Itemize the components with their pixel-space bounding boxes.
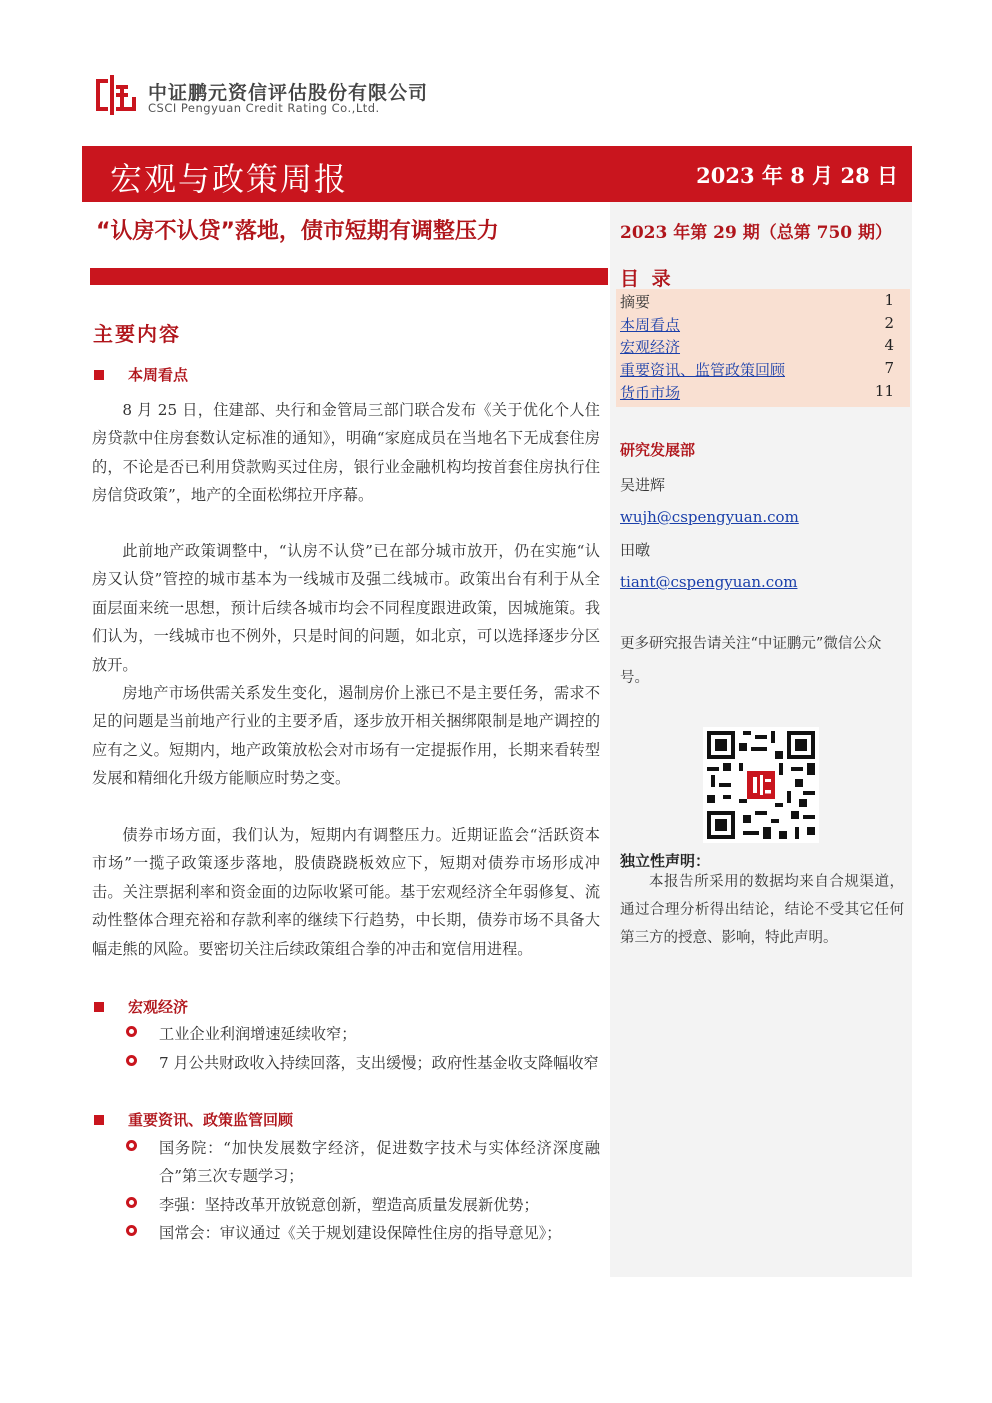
- toc-link-label[interactable]: 货币市场: [620, 384, 681, 402]
- section-title: 重要资讯、政策监管回顾: [128, 1111, 294, 1129]
- report-date: 2023 年 8 月 28 日: [696, 163, 898, 188]
- qr-code-icon: [703, 727, 819, 843]
- company-name-cn: 中证鹏元资信评估股份有限公司: [148, 82, 429, 104]
- toc-item-label: 摘要: [620, 293, 651, 311]
- email-link[interactable]: tiant@cspengyuan.com: [620, 573, 798, 591]
- analyst-email-2[interactable]: [620, 573, 797, 591]
- list-item-text: 国常会：审议通过《关于规划建设保障性住房的指导意见》；: [159, 1224, 562, 1242]
- section-title: 本周看点: [128, 366, 189, 384]
- list-item-text: 李强：坚持改革开放锐意创新，塑造高质量发展新优势；: [159, 1196, 539, 1214]
- issue-number: 2023 年第 29 期（总第 750 期）: [620, 223, 893, 243]
- list-item: [126, 1219, 600, 1247]
- toc-item-page: 4: [884, 336, 894, 354]
- toc-title: 目 录: [620, 268, 674, 290]
- analyst-name-1: 吴进辉: [620, 476, 666, 494]
- analyst-name-2: 田暾: [620, 541, 651, 559]
- toc-item-page: 11: [874, 382, 894, 400]
- list-item: [126, 1020, 600, 1048]
- square-bullet-icon: [94, 370, 104, 380]
- square-bullet-icon: [94, 1115, 104, 1125]
- subtitle-divider: [90, 268, 608, 285]
- section-macro: [92, 996, 188, 1017]
- toc-item-money-market[interactable]: [620, 382, 894, 404]
- toc-item-summary: [620, 291, 894, 313]
- toc-link-label[interactable]: 宏观经济: [620, 338, 681, 356]
- list-item-text: 7 月公共财政收入持续回落，支出缓慢；政府性基金收支降幅收窄: [159, 1054, 599, 1072]
- paragraph-2: 此前地产政策调整中，“认房不认贷”已在部分城市放开，仍在实施“认房又认贷”管控的城市基本为一线城市及强二线城市。政策出台有利于从全面层面来统一思想，预计后续各城市均会不同程度跟进政策，因城施策。我们认为，一线城市也不例外，只是时间的问题，如北京，可以选择逐步分区放开。: [92, 542, 600, 674]
- paragraph-3: 房地产市场供需关系发生变化，遏制房价上涨已不是主要任务，需求不足的问题是当前地产行业的主要矛盾，逐步放开相关捆绑限制是地产调控的应有之义。短期内，地产政策放松会对市场有一定提振作用，长期来看转型发展和精细化升级方能顺应时势之变。: [92, 684, 600, 788]
- independence-text: 本报告所采用的数据均来自合规渠道，通过合理分析得出结论，结论不受其它任何第三方的授意、影响，特此声明。: [620, 874, 904, 946]
- toc-item-page: 1: [884, 291, 894, 309]
- circle-bullet-icon: [126, 1225, 137, 1236]
- main-heading: 主要内容: [93, 322, 181, 346]
- section-title: 宏观经济: [128, 998, 189, 1016]
- toc-item-highlights[interactable]: [620, 314, 894, 336]
- company-name-en: CSCI Pengyuan Credit Rating Co.,Ltd.: [148, 101, 380, 115]
- company-logo-icon: [96, 75, 136, 115]
- paragraph-1: 8 月 25 日，住建部、央行和金管局三部门联合发布《关于优化个人住房贷款中住房套数认定标准的通知》，明确“家庭成员在当地名下无成套住房的，不论是否已利用贷款购买过住房，银行业金融机构均按首套住房执行住房信贷政策”，地产的全面松绑拉开序幕。: [92, 401, 600, 505]
- toc-link-label[interactable]: 本周看点: [620, 316, 681, 334]
- analyst-email-1[interactable]: [620, 508, 799, 526]
- toc-link-label[interactable]: 重要资讯、监管政策回顾: [620, 361, 786, 379]
- toc-item-page: 2: [884, 314, 894, 332]
- wechat-note: 更多研究报告请关注“中证鹏元”微信公众号。: [620, 636, 882, 686]
- independence-title: 独立性声明：: [620, 852, 711, 870]
- circle-bullet-icon: [126, 1055, 137, 1066]
- department: 研究发展部: [620, 441, 696, 459]
- list-item: [126, 1049, 600, 1077]
- toc-item-news[interactable]: [620, 359, 894, 381]
- section-news: [92, 1109, 293, 1130]
- email-link[interactable]: wujh@cspengyuan.com: [620, 508, 799, 526]
- section-highlights: [92, 364, 188, 385]
- circle-bullet-icon: [126, 1026, 137, 1037]
- report-subtitle: “认房不认贷”落地，债市短期有调整压力: [96, 219, 499, 244]
- report-title: 宏观与政策周报: [110, 160, 349, 198]
- list-item: [126, 1191, 600, 1219]
- square-bullet-icon: [94, 1002, 104, 1012]
- toc-item-page: 7: [884, 359, 894, 377]
- circle-bullet-icon: [126, 1197, 137, 1208]
- toc-item-macro[interactable]: [620, 336, 894, 358]
- list-item: [126, 1134, 600, 1191]
- list-item-text: 国务院：“加快发展数字经济，促进数字技术与实体经济深度融合”第三次专题学习；: [159, 1139, 600, 1186]
- list-item-text: 工业企业利润增速延续收窄；: [159, 1025, 357, 1043]
- circle-bullet-icon: [126, 1140, 137, 1151]
- paragraph-4: 债券市场方面，我们认为，短期内有调整压力。近期证监会“活跃资本市场”一揽子政策逐步落地，股债跷跷板效应下，短期对债券市场形成冲击。关注票据利率和资金面的边际收紧可能。基于宏观经济全年弱修复、流动性整体合理充裕和存款利率的继续下行趋势，中长期，债券市场不具备大幅走熊的风险。要密切关注后续政策组合拳的冲击和宽信用进程。: [92, 826, 600, 958]
